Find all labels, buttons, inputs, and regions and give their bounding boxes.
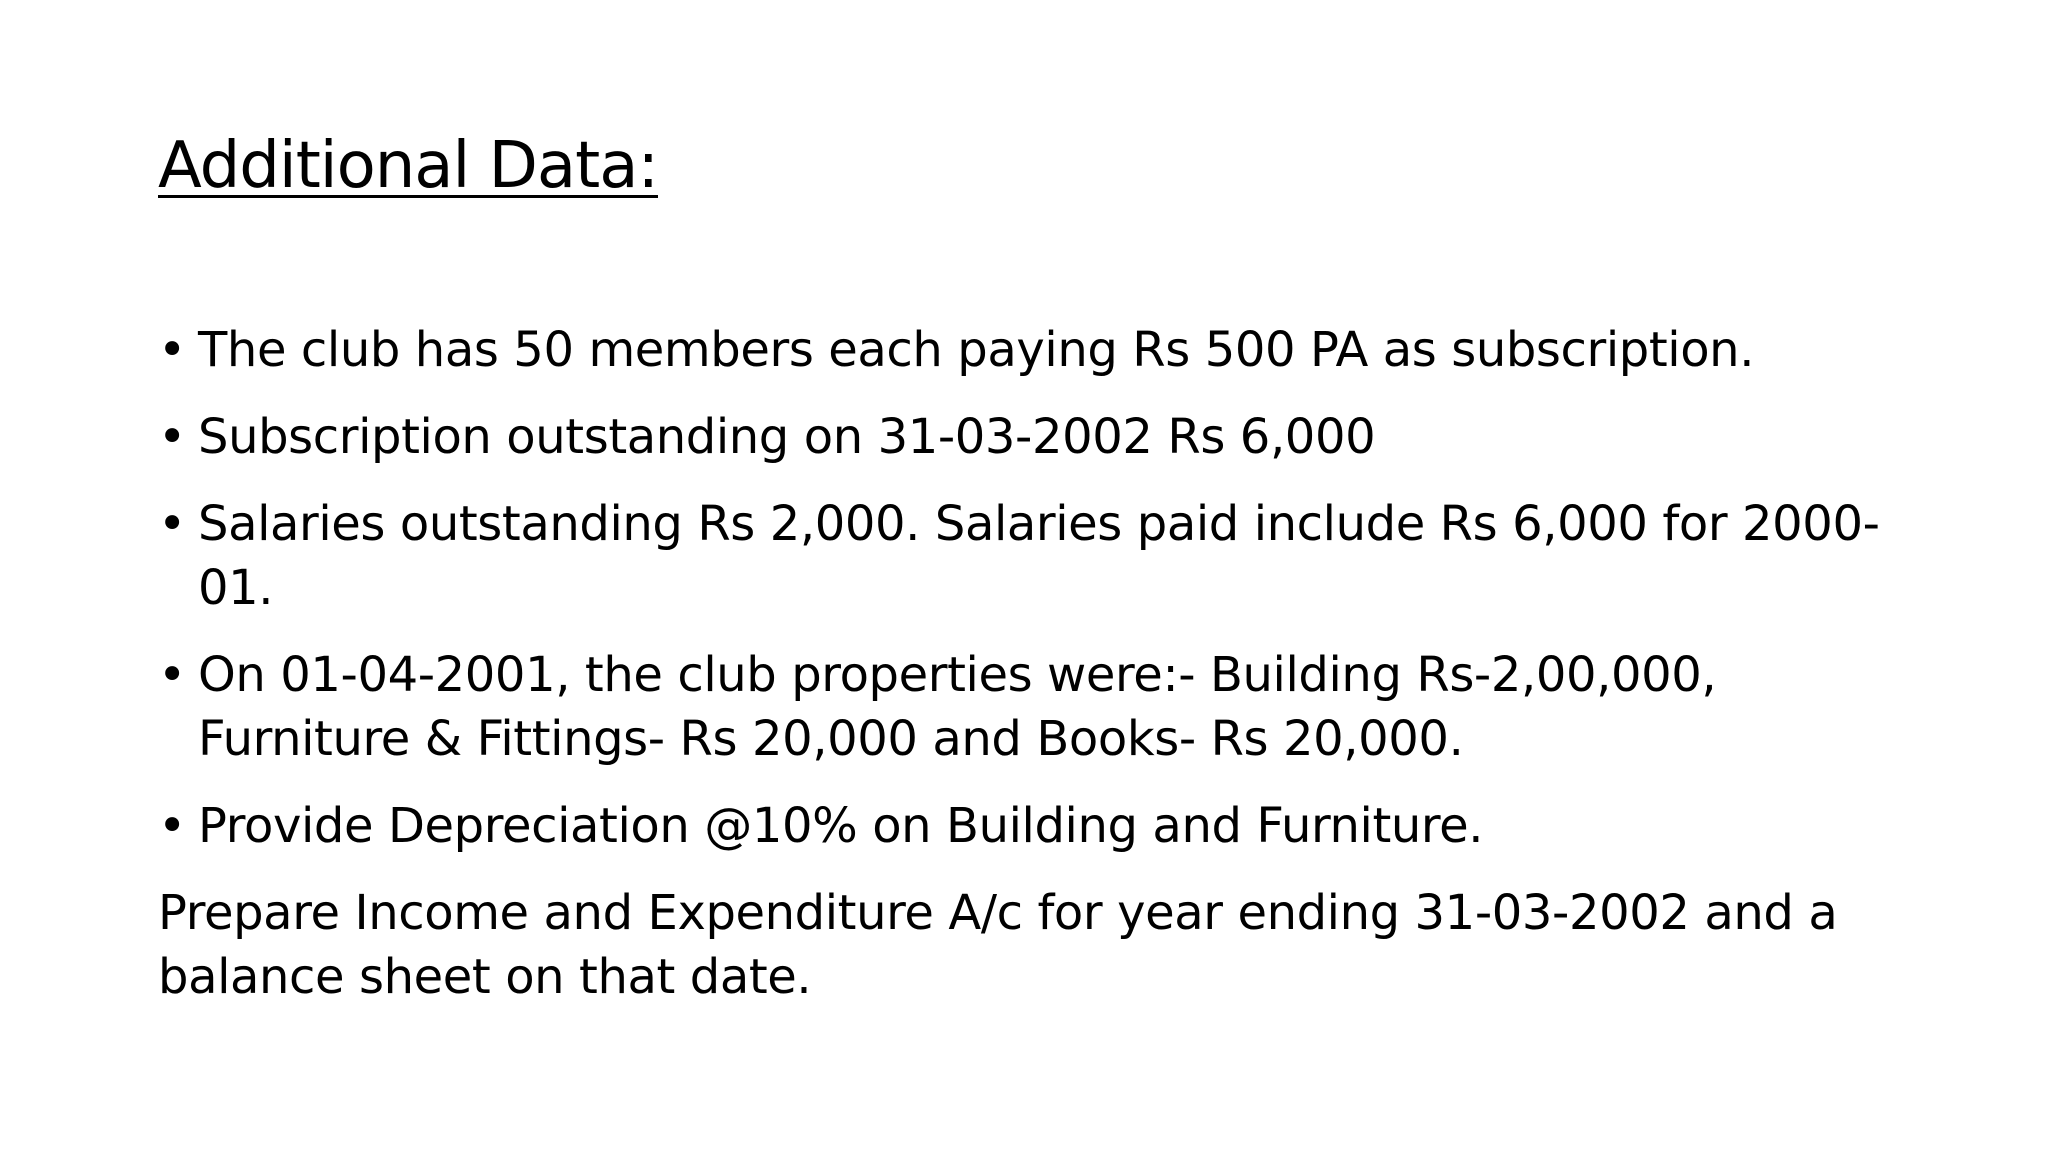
bullet-item-depreciation: [158, 794, 1918, 858]
bullet-item-salaries: [158, 492, 1918, 620]
bullet-icon: •: [158, 496, 186, 552]
instruction-text: Prepare Income and Expenditure A/c for year ending 31-03-2002 and a balance sheet on that date.: [158, 885, 1838, 1005]
bullet-icon: •: [158, 647, 186, 703]
bullet-text: Subscription outstanding on 31-03-2002 Rs 6,000: [198, 409, 1376, 465]
bullet-item-subscription-members: [158, 318, 1918, 382]
bullet-item-club-properties: [158, 643, 1918, 771]
slide-body: [158, 318, 1918, 1009]
bullet-text: Salaries outstanding Rs 2,000. Salaries paid include Rs 6,000 for 2000-01.: [198, 496, 1880, 616]
bullet-icon: •: [158, 409, 186, 465]
bullet-icon: •: [158, 798, 186, 854]
bullet-text: On 01-04-2001, the club properties were:- Building Rs-2,00,000, Furniture & Fittings- Rs 20,000 and Books- Rs 20,000.: [198, 647, 1717, 767]
bullet-text: The club has 50 members each paying Rs 500 PA as subscription.: [198, 322, 1755, 378]
slide-title: Additional Data:: [158, 129, 658, 203]
bullet-text: Provide Depreciation @10% on Building and Furniture.: [198, 798, 1484, 854]
bullet-list: [158, 318, 1918, 858]
bullet-icon: •: [158, 322, 186, 378]
bullet-item-subscription-outstanding: [158, 405, 1918, 469]
